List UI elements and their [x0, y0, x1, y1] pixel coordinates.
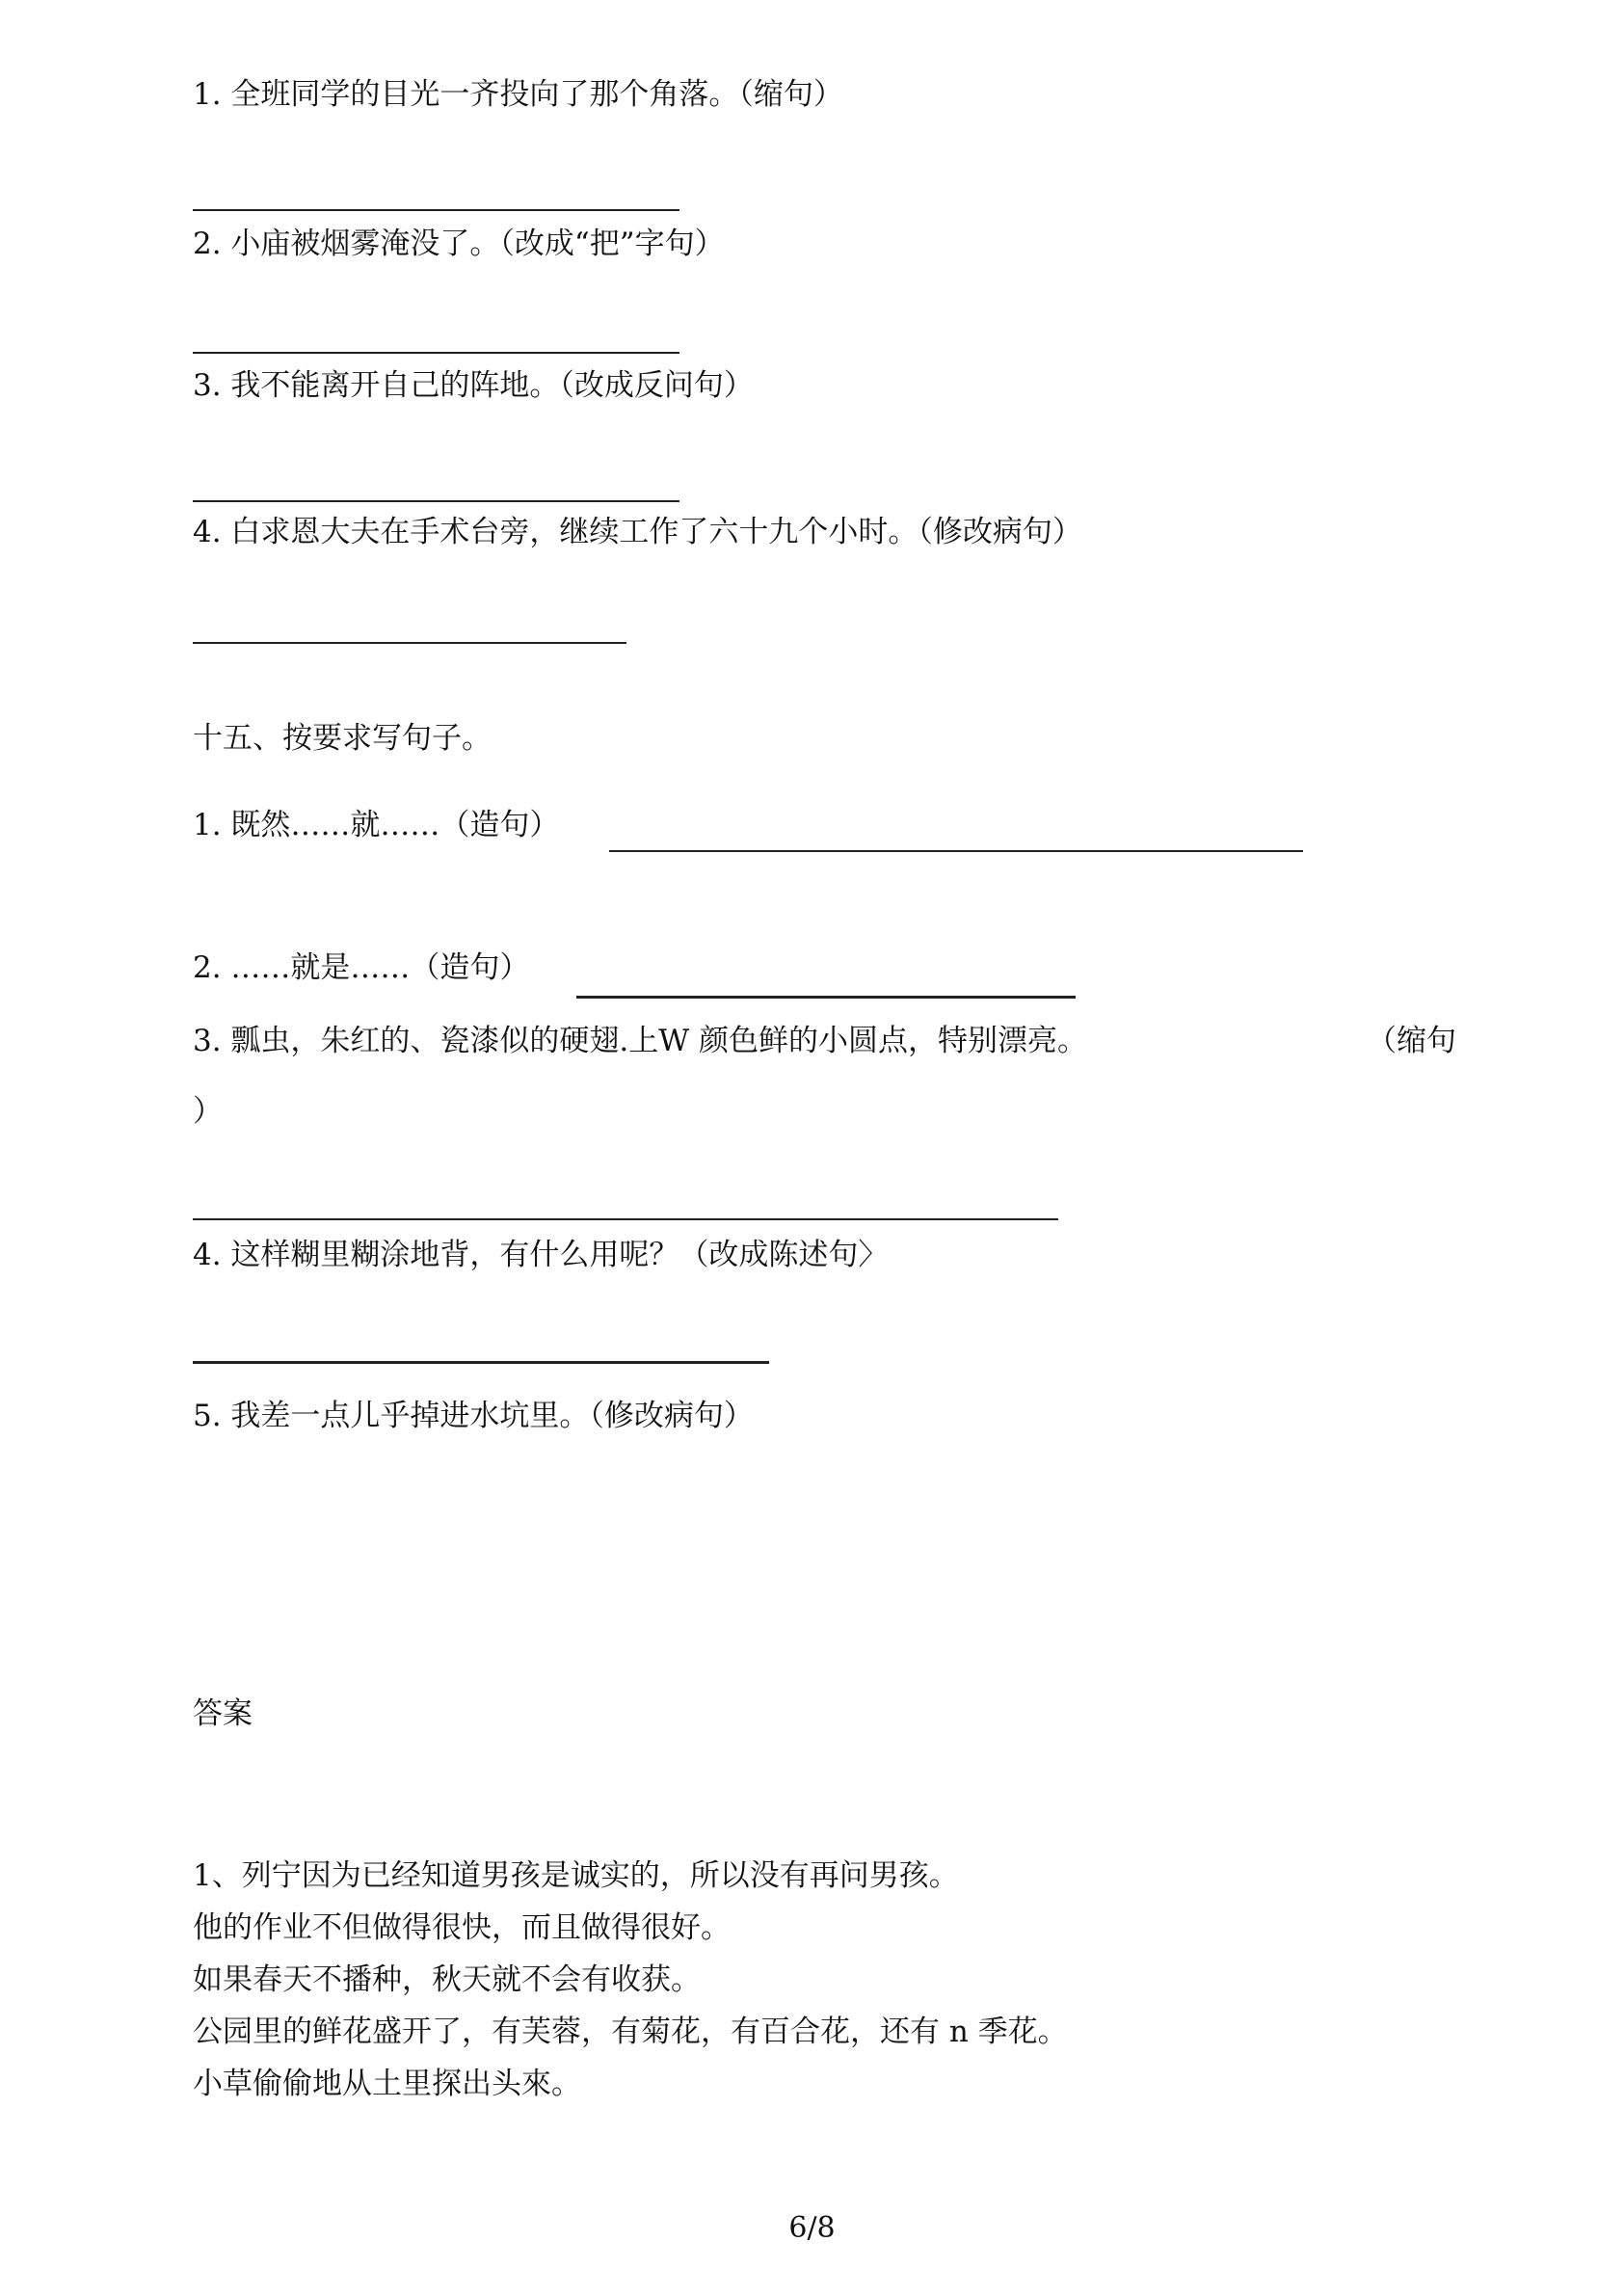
answer-line — [193, 1218, 1058, 1220]
answer-line-1: 1、列宁因为已经知道男孩是诚实的，所以没有再问男孩。 — [193, 1858, 959, 1893]
section-15-q2: 2. ……就是……（造句） — [193, 950, 530, 985]
section-15-q1: 1. 既然……就……（造句） — [193, 808, 560, 842]
section-15-title: 十五、按要求写句子。 — [193, 721, 492, 756]
answer-line — [193, 642, 626, 644]
answer-line-3: 如果春天不播种，秋天就不会有收获。 — [193, 1962, 701, 1997]
answer-line — [193, 352, 679, 354]
answer-line — [193, 209, 679, 211]
question-1-condense: 1. 全班同学的目光一齐投向了那个角落。（缩句） — [193, 77, 843, 112]
section-15-q3-tag-open: （缩句 — [1367, 1024, 1456, 1058]
section-15-q5: 5. 我差一点儿乎掉进水坑里。（修改病句） — [193, 1399, 754, 1433]
section-15-q3: 3. 瓢虫，朱红的、瓷漆似的硬翅.上W 颜色鲜的小圆点，特别漂亮。 — [193, 1024, 1087, 1058]
answer-line-5: 小草偷偷地从土里探出头來。 — [193, 2067, 581, 2101]
answer-line — [193, 1361, 769, 1364]
section-15-q4: 4. 这样糊里糊涂地背，有什么用呢？（改成陈述句〉 — [193, 1238, 889, 1272]
question-4-correct-sentence: 4. 白求恩大夫在手术台旁，继续工作了六十九个小时。（修改病句） — [193, 515, 1082, 549]
answer-line — [609, 850, 1303, 852]
answer-line — [193, 500, 679, 502]
section-15-q3-tag-close: ） — [193, 1094, 223, 1129]
question-3-rhetorical: 3. 我不能离开自己的阵地。（改成反问句） — [193, 368, 754, 403]
answer-line — [576, 996, 1076, 999]
answer-line-2: 他的作业不但做得很快，而且做得很好。 — [193, 1910, 731, 1945]
page-number: 6/8 — [788, 2211, 836, 2245]
answer-line-4: 公园里的鲜花盛开了，有芙蓉，有菊花，有百合花，还有 n 季花。 — [193, 2015, 1068, 2049]
question-2-ba-sentence: 2. 小庙被烟雾淹没了。（改成“把”字句） — [193, 227, 725, 261]
answers-heading: 答案 — [193, 1696, 253, 1731]
